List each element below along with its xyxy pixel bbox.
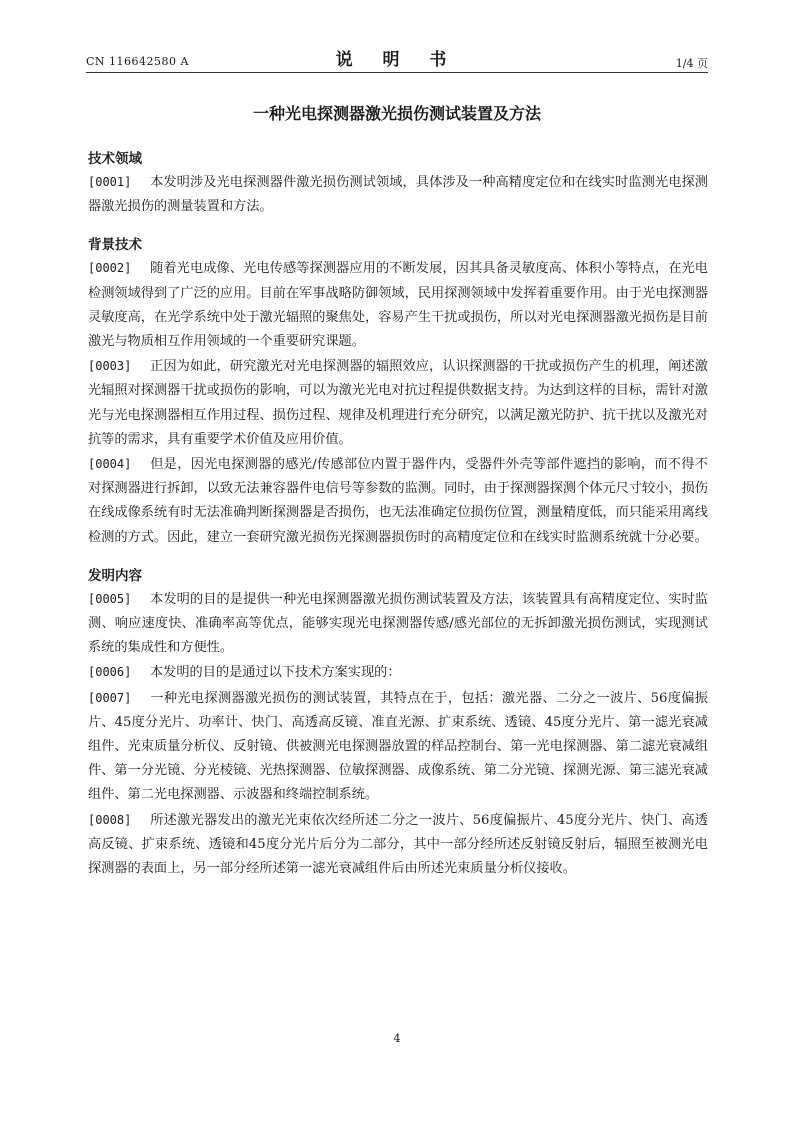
- document-type: 说 明 书: [335, 50, 459, 70]
- paragraph-number: [0007]: [88, 690, 132, 705]
- section-technical-field: [88, 148, 708, 219]
- paragraph: [88, 452, 708, 550]
- section-heading: 发明内容: [88, 567, 142, 584]
- paragraph-number: [0001]: [88, 175, 132, 189]
- paragraph-text: 本发明的目的是提供一种光电探测器激光损伤测试装置及方法，该装置具有高精度定位、实时监测、响应速度快、准确率高等优点，能够实现光电探测器传感/感光部位的无拆卸激光损伤测试，实现测试系统的集成性和方便性。: [88, 591, 708, 656]
- paragraph-number: [0002]: [88, 261, 132, 276]
- paragraph-text: 正因为如此，研究激光对光电探测器的辐照效应，认识探测器的干扰或损伤产生的机理，阐述激光辐照对探测器干扰或损伤的影响，可以为激光光电对抗过程提供数据支持。为达到这样的目标，需针对激光与光电探测器相互作用过程、损伤过程、规律及机理进行充分研究，以满足激光防护、抗干扰以及激光对抗等的需求，具有重要学术价值及应用价值。: [88, 359, 708, 447]
- paragraph-text: 本发明涉及光电探测器件激光损伤测试领域，具体涉及一种高精度定位和在线实时监测光电探测器激光损伤的测量装置和方法。: [88, 175, 708, 215]
- paragraph-text: 但是，因光电探测器的感光/传感部位内置于器件内，受器件外壳等部件遮挡的影响，而不得不对探测器进行拆卸，以致无法兼容器件电信号等参数的监测。同时，由于探测器探测个体元尺寸较小，损伤在线成像系统有时无法准确判断探测器是否损伤，也无法准确定位损伤位置，测量精度低，而只能采用离线检测的方式。因此，建立一套研究激光损伤光探测器损伤时的高精度定位和在线实时监测系统就十分必要。: [88, 457, 708, 545]
- paragraph: [88, 587, 708, 661]
- section-invention-content: [88, 565, 708, 881]
- paragraph-number: [0008]: [88, 812, 132, 827]
- page-number: 4: [393, 1032, 401, 1045]
- document-body: [88, 148, 708, 896]
- section-heading: 背景技术: [88, 237, 142, 254]
- paragraph-number: [0006]: [88, 665, 132, 680]
- publication-number: CN 116642580 A: [86, 55, 189, 68]
- page-header: [86, 44, 708, 74]
- paragraph: [88, 354, 708, 452]
- paragraph-text: 一种光电探测器激光损伤的测试装置，其特点在于，包括：激光器、二分之一波片、56度偏振片、45度分光片、功率计、快门、高透高反镜、准直光源、扩束系统、透镜、45度分光片、第一滤光衰减组件、光束质量分析仪、反射镜、供被测光电探测器放置的样品控制台、第一光电探测器、第二滤光衰减组件、第一分光镜、分光棱镜、光热探测器、位敏探测器、成像系统、第二分光镜、探测光源、第三滤光衰减组件、第二光电探测器、示波器和终端控制系统。: [88, 690, 708, 803]
- header-rule: [86, 72, 708, 73]
- paragraph-number: [0003]: [88, 359, 132, 374]
- document-title: 一种光电探测器激光损伤测试装置及方法: [252, 104, 541, 123]
- paragraph: [88, 660, 708, 685]
- paragraph-number: [0005]: [88, 591, 132, 606]
- paragraph-text: 所述激光器发出的激光光束依次经所述二分之一波片、56度偏振片、45度分光片、快门、高透高反镜、扩束系统、透镜和45度分光片后分为二部分，其中一部分经所述反射镜反射后，辐照至被测光电探测器的表面上，另一部分经所述第一滤光衰减组件后由所述光束质量分析仪接收。: [88, 812, 708, 877]
- page-of-total: 1/4 页: [675, 57, 708, 70]
- paragraph: [88, 686, 708, 808]
- paragraph: [88, 170, 708, 219]
- paragraph: [88, 808, 708, 882]
- paragraph-text: 随着光电成像、光电传感等探测器应用的不断发展，因其具备灵敏度高、体积小等特点，在光电检测领域得到了广泛的应用。目前在军事战略防御领域，民用探测领域中发挥着重要作用。由于光电探测器灵敏度高，在光学系统中处于激光辐照的聚焦处，容易产生干扰或损伤，所以对光电探测器激光损伤是目前激光与物质相互作用领域的一个重要研究课题。: [88, 261, 708, 350]
- paragraph-number: [0004]: [88, 457, 132, 472]
- section-heading: 技术领域: [88, 151, 142, 167]
- paragraph: [88, 256, 708, 354]
- section-background: [88, 234, 708, 549]
- paragraph-text: 本发明的目的是通过以下技术方案实现的：: [150, 665, 401, 681]
